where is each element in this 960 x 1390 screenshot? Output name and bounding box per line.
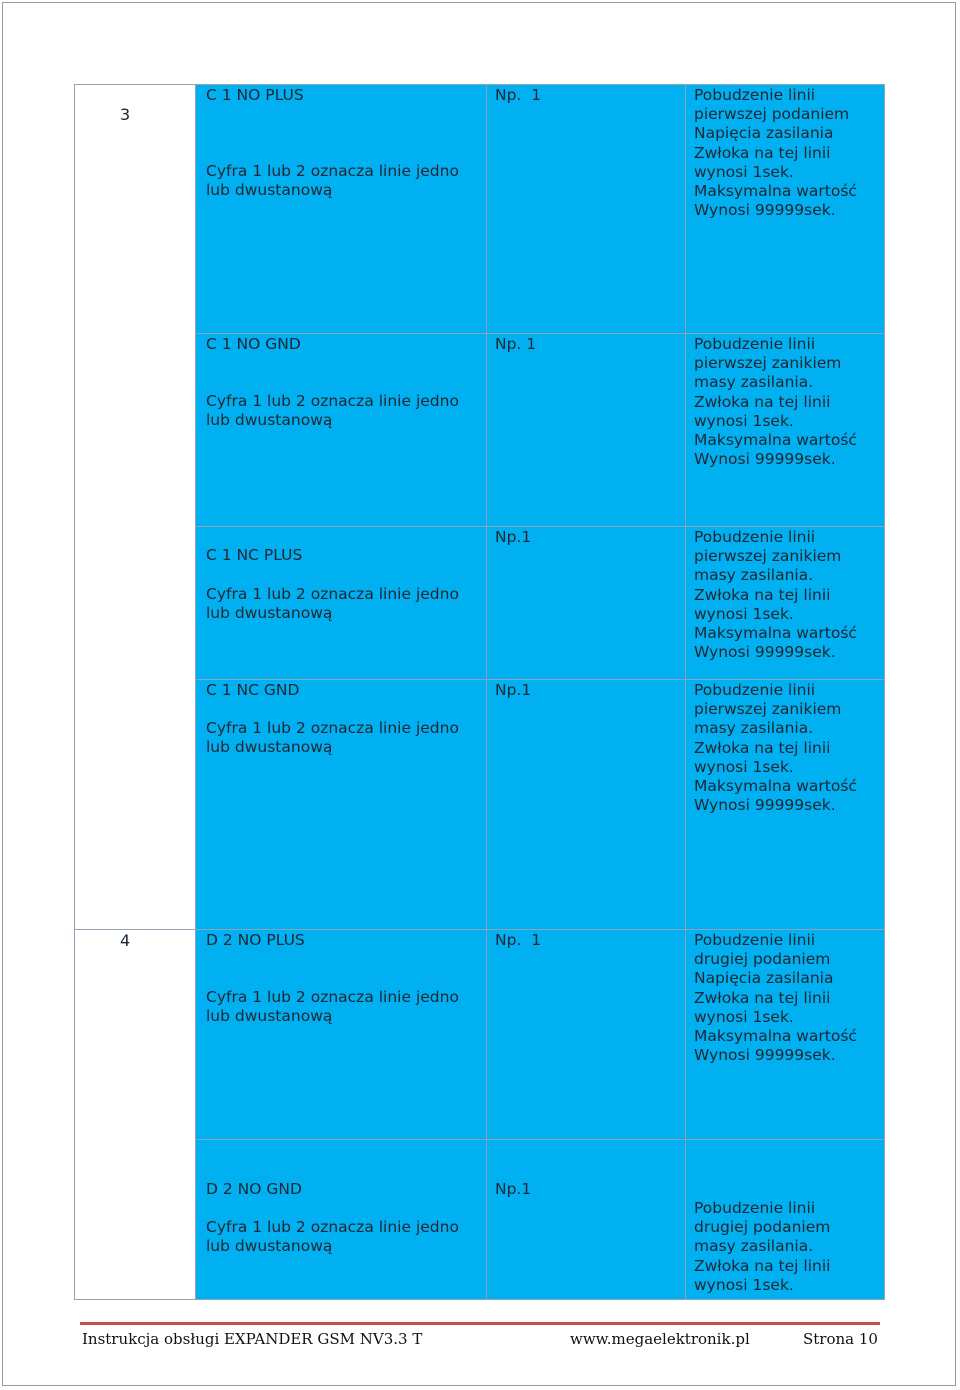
command-effect: Pobudzenie linii pierwszej podaniem Napięcia zasilania Zwłoka na tej linii wynosi 1sek. Maksymalna wartość Wynosi 99999sek. (694, 86, 857, 220)
table-row-d2-no-plus-example-cell (486, 929, 686, 1140)
table-row-c1-no-plus-code-cell (195, 84, 487, 334)
command-example: Np. 1 (495, 335, 537, 353)
command-effect: Pobudzenie linii pierwszej zanikiem masy zasilania. Zwłoka na tej linii wynosi 1sek. Maksymalna wartość Wynosi 99999sek. (694, 681, 857, 815)
table-row-d2-no-plus-code-cell (195, 929, 487, 1140)
command-description: Cyfra 1 lub 2 oznacza linie jedno lub dwustanową (206, 1218, 459, 1256)
command-example: Np. 1 (495, 931, 542, 949)
section-3-number: 3 (120, 105, 131, 124)
table-row-c1-no-plus-example-cell (486, 84, 686, 334)
command-code: C 1 NO PLUS (206, 86, 304, 104)
command-description: Cyfra 1 lub 2 oznacza linie jedno lub dwustanową (206, 988, 459, 1026)
command-example: Np.1 (495, 528, 532, 546)
footer-rule (80, 1322, 880, 1325)
command-description: Cyfra 1 lub 2 oznacza linie jedno lub dwustanową (206, 392, 459, 430)
command-effect: Pobudzenie linii drugiej podaniem masy zasilania. Zwłoka na tej linii wynosi 1sek. (694, 1199, 831, 1294)
command-example: Np.1 (495, 681, 532, 699)
command-description: Cyfra 1 lub 2 oznacza linie jedno lub dwustanową (206, 162, 459, 200)
command-code: D 2 NO GND (206, 1180, 302, 1198)
command-effect: Pobudzenie linii pierwszej zanikiem masy zasilania. Zwłoka na tej linii wynosi 1sek. Maksymalna wartość Wynosi 99999sek. (694, 335, 857, 469)
footer-title: Instrukcja obsługi EXPANDER GSM NV3.3 T (82, 1330, 423, 1348)
command-example: Np.1 (495, 1180, 532, 1198)
footer-page-number: Strona 10 (803, 1330, 878, 1348)
command-example: Np. 1 (495, 86, 542, 104)
command-effect: Pobudzenie linii pierwszej zanikiem masy zasilania. Zwłoka na tej linii wynosi 1sek. Maksymalna wartość Wynosi 99999sek. (694, 528, 857, 662)
table-row-c1-nc-gnd-example-cell (486, 679, 686, 930)
footer-url[interactable]: www.megaelektronik.pl (570, 1330, 750, 1348)
command-description: Cyfra 1 lub 2 oznacza linie jedno lub dwustanową (206, 719, 459, 757)
table-row-c1-nc-plus-example-cell (486, 526, 686, 680)
command-description: Cyfra 1 lub 2 oznacza linie jedno lub dwustanową (206, 585, 459, 623)
command-code: C 1 NC GND (206, 681, 300, 699)
section-4-number: 4 (120, 931, 131, 950)
table-row-d2-no-gnd-example-cell (486, 1139, 686, 1300)
section-4-number-cell (74, 929, 196, 1300)
section-3-number-cell (74, 84, 196, 930)
table-row-c1-no-gnd-example-cell (486, 333, 686, 527)
command-effect: Pobudzenie linii drugiej podaniem Napięcia zasilania Zwłoka na tej linii wynosi 1sek. Maksymalna wartość Wynosi 99999sek. (694, 931, 857, 1065)
command-code: C 1 NC PLUS (206, 546, 303, 564)
command-code: C 1 NO GND (206, 335, 301, 353)
command-code: D 2 NO PLUS (206, 931, 305, 949)
table-row-c1-nc-gnd-code-cell (195, 679, 487, 930)
